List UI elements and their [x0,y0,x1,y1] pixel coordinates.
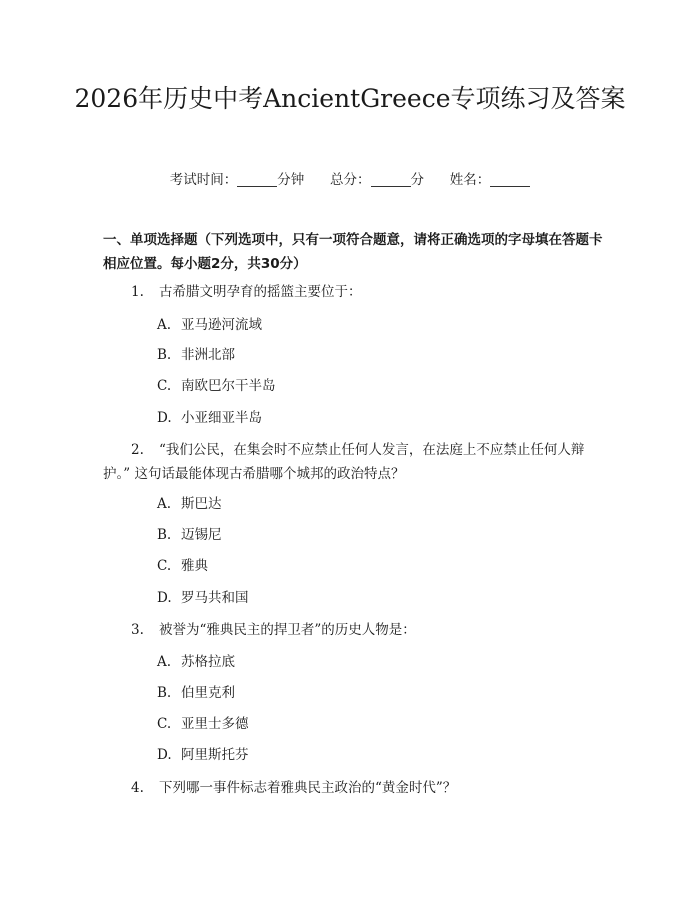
option-letter: D. [157,747,172,763]
time-unit: 分钟 [277,172,305,188]
option-text: 非洲北部 [181,347,235,363]
exam-meta [0,168,700,188]
time-blank [237,172,277,187]
option-letter: D. [157,410,172,426]
score-unit: 分 [410,172,424,188]
option-text: 阿里斯托芬 [181,747,249,763]
option-3c [157,714,249,734]
option-3b [157,683,235,703]
question-2 [103,438,603,486]
question-text: 下列哪一事件标志着雅典民主政治的“黄金时代”？ [159,780,457,796]
option-2a [157,494,222,514]
name-blank [490,172,530,187]
option-letter: C. [157,558,172,574]
question-text: 古希腊文明孕育的摇篮主要位于： [159,284,362,300]
option-text: 罗马共和国 [181,590,249,606]
option-2d [157,588,249,608]
option-text: 雅典 [181,558,208,574]
option-3d [157,745,249,765]
option-text: 亚里士多德 [181,716,249,732]
option-2b [157,525,222,545]
score-label: 总分： [330,172,371,188]
option-letter: B. [157,527,172,543]
question-3 [103,618,603,642]
option-letter: A. [157,317,172,333]
question-1 [103,280,603,304]
option-text: 小亚细亚半岛 [181,410,262,426]
section-heading: 一、单项选择题（下列选项中，只有一项符合题意，请将正确选项的字母填在答题卡相应位置。每小题2分，共30分） [103,232,603,272]
score-blank [371,172,411,187]
time-label: 考试时间： [169,172,238,188]
option-letter: B. [157,347,172,363]
option-letter: A. [157,654,172,670]
option-letter: A. [157,496,172,512]
question-text: 被誉为“雅典民主的捍卫者”的历史人物是： [159,622,416,638]
question-text: “我们公民，在集会时不应禁止任何人发言，在法庭上不应禁止任何人辩护。” 这句话最能体现古希腊哪个城邦的政治特点？ [103,442,585,482]
option-letter: B. [157,685,172,701]
question-4 [103,776,603,800]
option-text: 迈锡尼 [181,527,222,543]
option-text: 南欧巴尔干半岛 [181,378,276,394]
question-number: 1. [131,284,144,300]
question-number: 2. [131,442,144,458]
question-number: 3. [131,622,144,638]
option-1c [157,376,276,396]
option-text: 亚马逊河流域 [181,317,262,333]
option-text: 斯巴达 [181,496,222,512]
option-2c [157,556,208,576]
option-text: 伯里克利 [181,685,235,701]
option-1a [157,315,262,335]
option-1d [157,408,262,428]
option-letter: D. [157,590,172,606]
name-label: 姓名： [449,172,491,188]
option-1b [157,345,235,365]
option-letter: C. [157,378,172,394]
option-3a [157,652,235,672]
question-number: 4. [131,780,144,796]
page-title: 2026年历史中考AncientGreece专项练习及答案 [74,84,626,113]
option-text: 苏格拉底 [181,654,235,670]
option-letter: C. [157,716,172,732]
